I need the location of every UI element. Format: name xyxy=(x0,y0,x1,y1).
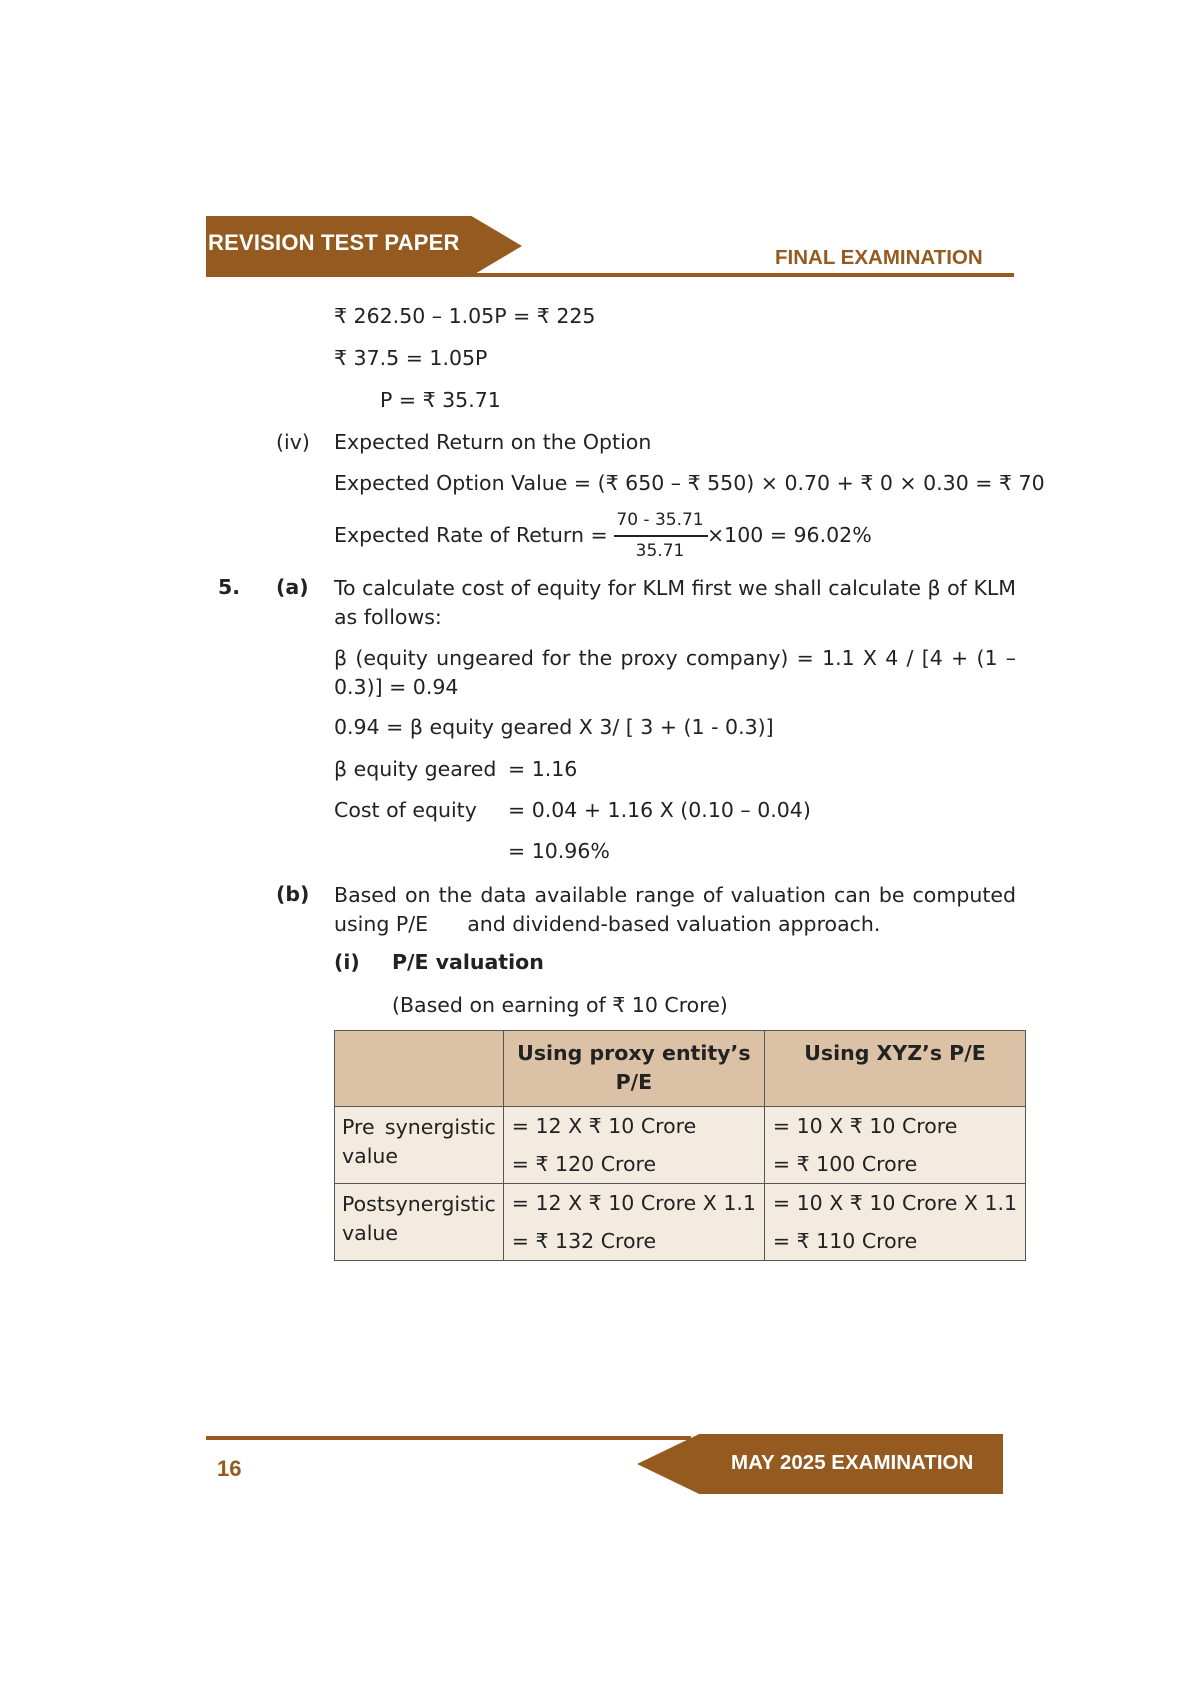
table-header-proxy: Using proxy entity’s P/E xyxy=(503,1031,764,1107)
cell-value: = 12 X ₹ 10 Crore X 1.1 xyxy=(511,1191,756,1215)
table-row xyxy=(335,1107,1026,1184)
table-header-row xyxy=(335,1031,1026,1107)
beta-geared-equation: 0.94 = β equity geared X 3/ [ 3 + (1 - 0.3)] xyxy=(334,715,774,739)
proxy-cell xyxy=(503,1107,764,1184)
footer-banner-title: MAY 2025 EXAMINATION xyxy=(731,1451,974,1474)
xyz-cell xyxy=(764,1184,1025,1261)
cost-of-equity-label: Cost of equity xyxy=(334,798,477,822)
beta-geared-value: = 1.16 xyxy=(508,757,578,781)
part-a-intro: To calculate cost of equity for KLM first we shall calculate β of KLM as follows: xyxy=(334,576,1016,629)
equation-line-1: ₹ 262.50 – 1.05P = ₹ 225 xyxy=(334,304,596,328)
cost-of-equity-formula: = 0.04 + 1.16 X (0.10 – 0.04) xyxy=(508,798,811,822)
page-number: 16 xyxy=(217,1456,242,1481)
fraction-bar xyxy=(614,535,708,537)
xyz-cell xyxy=(764,1107,1025,1184)
row-label-word: synergistic xyxy=(384,1192,496,1216)
row-label-word: value xyxy=(342,1144,398,1168)
cell-value: = 10 X ₹ 10 Crore X 1.1 xyxy=(772,1191,1018,1215)
question-number: 5. xyxy=(218,575,241,599)
equation-line-3: P = ₹ 35.71 xyxy=(380,388,501,412)
table-header-xyz: Using XYZ’s P/E xyxy=(764,1031,1025,1107)
proxy-cell xyxy=(503,1184,764,1261)
equation-line-2: ₹ 37.5 = 1.05P xyxy=(334,346,488,370)
table-header-empty xyxy=(335,1031,504,1107)
part-iv-label: (iv) xyxy=(276,430,310,454)
footer-rule xyxy=(206,1436,691,1440)
cell-value: = 12 X ₹ 10 Crore xyxy=(511,1114,697,1138)
expected-rate-result: ×100 = 96.02% xyxy=(707,523,872,547)
cell-value: = ₹ 120 Crore xyxy=(511,1152,657,1176)
sub-i-label: (i) xyxy=(334,950,360,974)
pe-valuation-table xyxy=(334,1030,1026,1261)
expected-rate-label: Expected Rate of Return = xyxy=(334,523,608,547)
pe-valuation-title: P/E valuation xyxy=(392,950,544,974)
part-a-label: (a) xyxy=(276,575,309,599)
part-b-intro: Based on the data available range of valuation can be computed using P/E and dividend-based valuation approach. xyxy=(334,883,1023,936)
part-b-label: (b) xyxy=(276,882,310,906)
header-banner-title: REVISION TEST PAPER xyxy=(208,230,460,255)
part-iv-title: Expected Return on the Option xyxy=(334,430,652,454)
row-label-cell xyxy=(335,1107,504,1184)
fraction-numerator: 70 - 35.71 xyxy=(616,510,704,530)
row-label-cell xyxy=(335,1184,504,1261)
cell-value: = ₹ 110 Crore xyxy=(772,1229,918,1253)
fraction-denominator: 35.71 xyxy=(635,541,685,561)
row-label-word: Post xyxy=(342,1192,385,1216)
cell-value: = ₹ 132 Crore xyxy=(511,1229,657,1253)
earning-basis: (Based on earning of ₹ 10 Crore) xyxy=(392,993,728,1017)
row-label-word: Pre xyxy=(342,1115,375,1139)
expected-option-value: Expected Option Value = (₹ 650 – ₹ 550) × 0.70 + ₹ 0 × 0.30 = ₹ 70 xyxy=(334,471,1045,495)
header-exam-title: FINAL EXAMINATION xyxy=(775,246,983,269)
cost-of-equity-result: = 10.96% xyxy=(508,839,610,863)
cell-value: = 10 X ₹ 10 Crore xyxy=(772,1114,958,1138)
beta-ungeared: β (equity ungeared for the proxy company) = 1.1 X 4 / [4 + (1 – 0.3)] = 0.94 xyxy=(334,646,1016,699)
cell-value: = ₹ 100 Crore xyxy=(772,1152,918,1176)
table-row xyxy=(335,1184,1026,1261)
row-label-word: value xyxy=(342,1221,398,1245)
header-rule xyxy=(206,273,1014,277)
row-label-word: synergistic xyxy=(384,1115,496,1139)
beta-geared-label: β equity geared xyxy=(334,757,497,781)
